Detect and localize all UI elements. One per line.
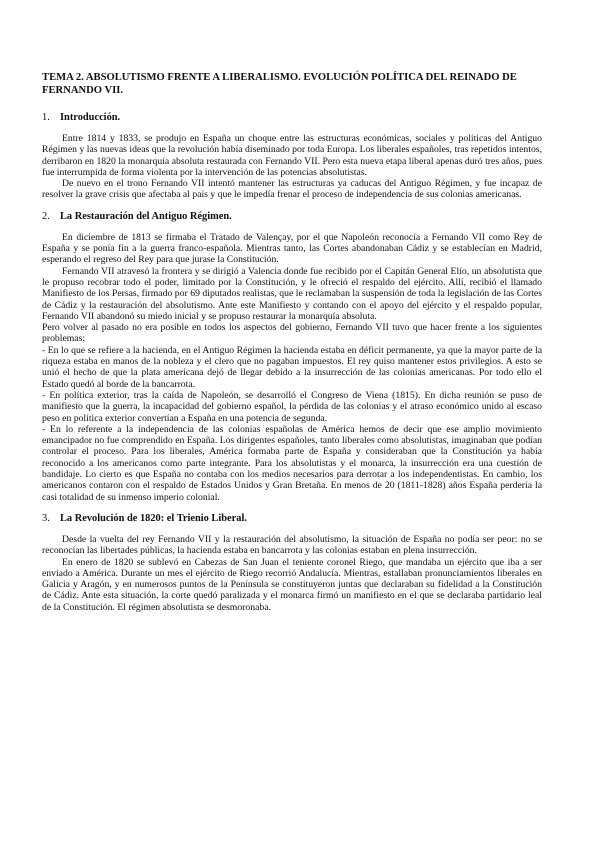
paragraph: Desde la vuelta del rey Fernando VII y la restauración del absolutismo, la situación de España no podía ser peor: no se reconocían las libertades públicas, la hacienda estaba en bancarrota y las colonias estaban en plena insurrección. xyxy=(42,533,542,557)
section-restauracion xyxy=(42,210,542,503)
section-heading xyxy=(42,512,542,525)
document-page xyxy=(42,71,542,622)
section-title: Introducción. xyxy=(60,112,121,123)
section-heading xyxy=(42,210,542,223)
section-trienio-liberal xyxy=(42,512,542,613)
section-number: 2. xyxy=(42,210,50,222)
list-item: - En política exterior, tras la caída de Napoleón, se desarrolló el Congreso de Viena (1815). En dicha reunión se puso de manifiesto que la guerra, la incapacidad del gobierno español, la pérdida de las colonias y el atraso económico unido al escaso peso en política exterior convertían a España en una potencia de segunda. xyxy=(42,389,542,424)
paragraph: Pero volver al pasado no era posible en todos los aspectos del gobierno, Fernando VII tuvo que hacer frente a los siguientes problemas: xyxy=(42,322,542,345)
section-number: 1. xyxy=(42,112,50,123)
section-title: La Revolución de 1820: el Trienio Liberal. xyxy=(60,512,247,524)
section-introduccion xyxy=(42,111,542,201)
paragraph: Entre 1814 y 1833, se produjo en España un choque entre las estructuras económicas, sociales y políticas del Antiguo Régimen y las nuevas ideas que la revolución había diseminado por toda Europa. Los liberales españoles, tras repetidos intentos, derribaron en 1820 la monarquía absoluta restaurada con Fernando VII. Pero esta nueva etapa liberal apenas duró tres años, pues fue interrumpida de forma violenta por la intervención de las potencias absolutistas. xyxy=(42,133,542,178)
paragraph: De nuevo en el trono Fernando VII intentó mantener las estructuras ya caducas del Antiguo Régimen, y fue incapaz de resolver la grave crisis que afectaba al país y que le impedía frenar el proceso de independencia de sus colonias americanas. xyxy=(42,178,542,201)
paragraph: En enero de 1820 se sublevó en Cabezas de San Juan el teniente coronel Riego, que mandaba un ejército que iba a ser enviado a América. Durante un mes el ejército de Riego recorrió Andalucía. Mientras, estallaban pronunciamientos liberales en Galicia y Aragón, y en numerosos puntos de la Península se constituyeron juntas que declaraban su fidelidad a la Constitución de Cádiz. Ante esta situación, la corte quedó paralizada y el monarca firmó un manifiesto en el que se declaraba partidario leal de la Constitución. El régimen absolutista se desmoronaba. xyxy=(42,556,542,613)
list-item: - En lo que se refiere a la hacienda, en el Antiguo Régimen la hacienda estaba en déficit permanente, ya que la mayor parte de la riqueza estaba en manos de la nobleza y el clero que no pagaban impuestos. El rey quiso mantener estos privilegios. A esto se unió el hecho de que la plata americana dejó de llegar debido a la insurrección de las colonias americanas. Por todo ello el Estado quedó al borde de la bancarrota. xyxy=(42,344,542,390)
paragraph: En diciembre de 1813 se firmaba el Tratado de Valençay, por el que Napoleón reconocía a Fernando VII como Rey de España y se ponía fin a la guerra franco-española. Mientras tanto, las Cortes abandonaban Cádiz y se establecían en Madrid, esperando el regreso del Rey para que jurase la Constitución. xyxy=(42,231,542,266)
list-item: - En lo referente a la independencia de las colonias españolas de América hemos de decir que ese amplio movimiento emancipador no fue comprendido en España. Los dirigentes españoles, tanto liberales como absolutistas, imaginaban que podían controlar el proceso. Para los liberales, América formaba parte de España y consideraban que la Constitución ya había reconocido a los americanos como parte integrante. Para los absolutistas y el monarca, la insurrección era una cuestión de bandidaje. Lo cierto es que España no contaba con los medios necesarios para derrotar a los independentistas. En cambio, los americanos contaron con el respaldo de Estados Unidos y Gran Bretaña. En menos de 20 (1811-1828) años España perdería la casi totalidad de su inmenso imperio colonial. xyxy=(42,423,542,503)
section-number: 3. xyxy=(42,512,50,524)
section-title: La Restauración del Antiguo Régimen. xyxy=(60,210,232,222)
paragraph: Fernando VII atravesó la frontera y se dirigió a Valencia donde fue recibido por el Capitán General Elío, un absolutista que le propuso recobrar todo el poder, limitado por la Constitución, y le ofreció el respaldo del ejército. Allí, recibió el llamado Manifiesto de los Persas, firmado por 69 diputados realistas, que le reclamaban la suspensión de toda la legislación de las Cortes de Cádiz y la restauración del absolutismo. Ante este Manifiesto y contando con el apoyo del ejército y el respaldo popular, Fernando VII abandonó su miedo inicial y se propuso restaurar la monarquía absoluta. xyxy=(42,265,542,322)
section-heading xyxy=(42,111,542,124)
document-title: TEMA 2. ABSOLUTISMO FRENTE A LIBERALISMO. EVOLUCIÓN POLÍTICA DEL REINADO DE FERNANDO VII. xyxy=(42,72,517,96)
